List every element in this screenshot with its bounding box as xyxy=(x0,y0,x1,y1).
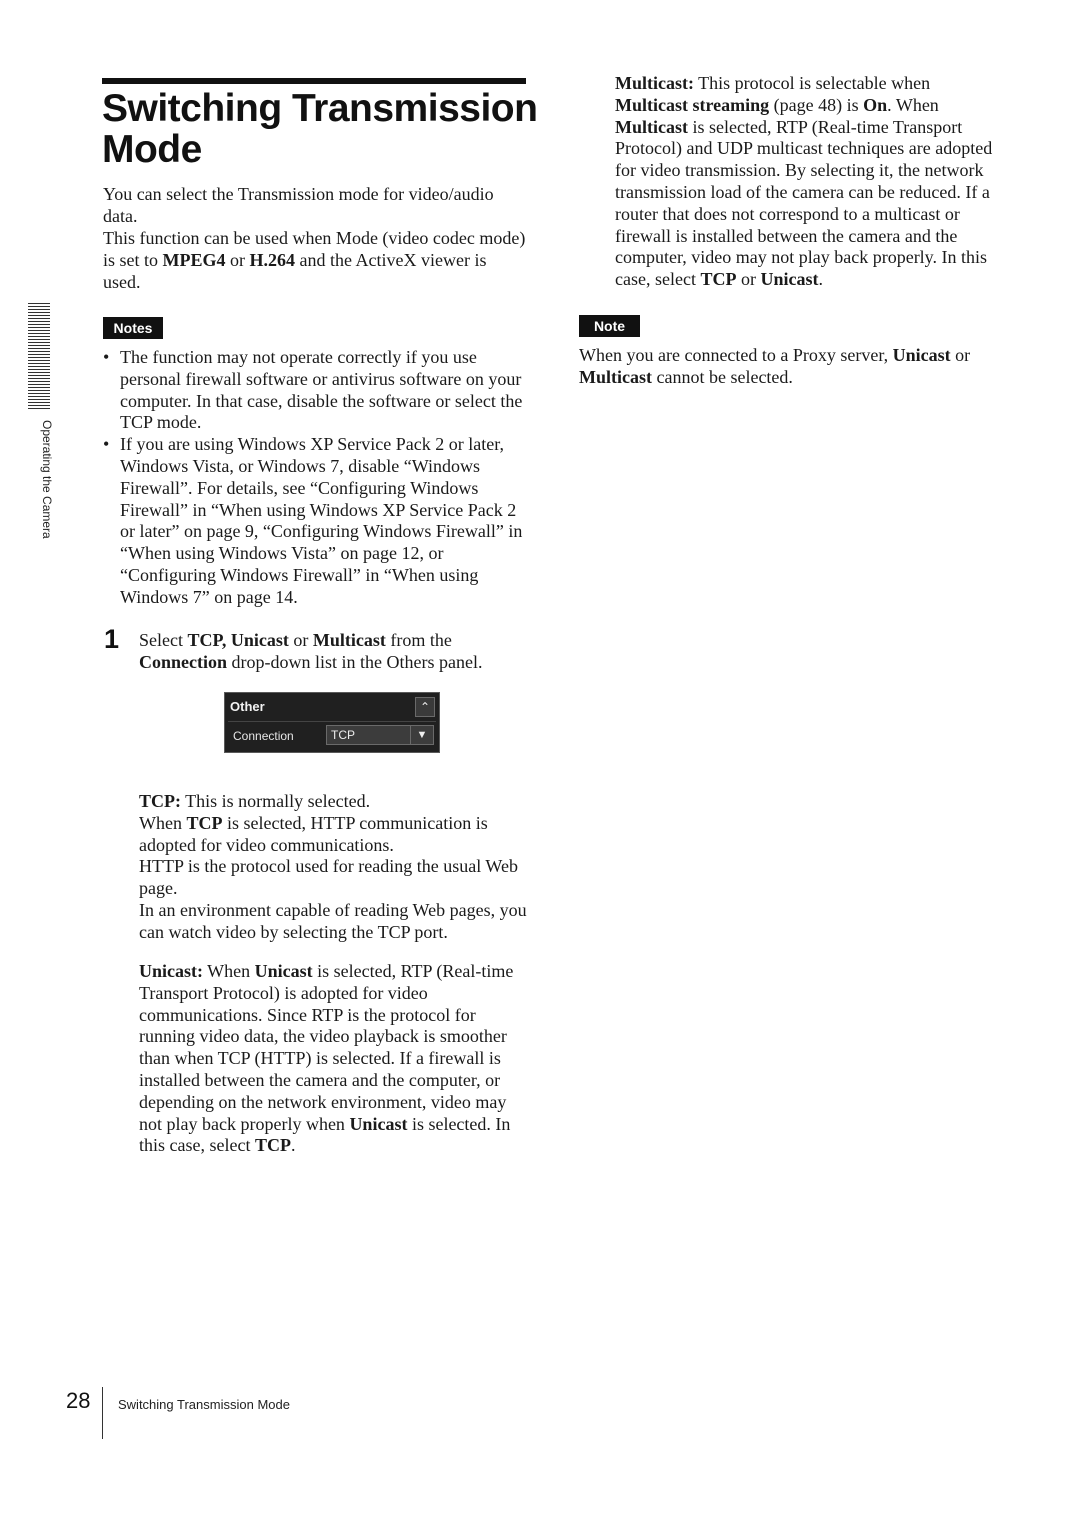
connection-selected-value: TCP xyxy=(331,728,355,742)
tcp-line-4: In an environment capable of reading Web pages, you can watch video by selecting the TCP port. xyxy=(139,899,527,942)
step-1-text: Select TCP, Unicast or Multicast from the Connection drop-down list in the Others panel. xyxy=(139,630,483,672)
dropdown-arrow-icon[interactable]: ▼ xyxy=(410,726,433,744)
unicast-description: Unicast: When Unicast is selected, RTP (Real-time Transport Protocol) is adopted for video communications. Since RTP is the protocol for running video data, the video playback is smoother than when TCP (HTTP) is selected. If a firewall is installed between the camera and the computer, or depending on the network environment, video may not play back properly when Unicast is selected. In this case, select TCP. xyxy=(139,961,514,1156)
intro-paragraph-2: This function can be used when Mode (video codec mode) is set to MPEG4 or H.264 and the ActiveX viewer is used. xyxy=(103,228,526,292)
note-text: When you are connected to a Proxy server, Unicast or Multicast cannot be selected. xyxy=(579,345,971,387)
collapse-icon[interactable]: ⌃ xyxy=(415,697,435,717)
footer-divider xyxy=(102,1387,103,1439)
page-number: 28 xyxy=(66,1388,91,1413)
notes-list xyxy=(103,347,528,609)
other-panel xyxy=(224,692,440,753)
note-badge: Note xyxy=(579,315,640,337)
sidebar-label: Operating the Camera xyxy=(40,420,54,539)
step-number: 1 xyxy=(104,624,120,654)
multicast-description: Multicast: This protocol is selectable when Multicast streaming (page 48) is On. When Multicast is selected, RTP (Real-time Transport Protocol) and UDP multicast techniques are adopted for video transmission. By selecting it, the network transmission load of the camera can be reduced. If a router that does not correspond to a multicast or firewall is installed between the camera and the computer, video may not play back properly. In this case, select TCP or Unicast. xyxy=(615,73,993,290)
notes-badge: Notes xyxy=(103,317,163,339)
note-item-2: • If you are using Windows XP Service Pack 2 or later, Windows Vista, or Windows 7, disable “Windows Firewall”. For details, see “Configuring Windows Firewall” in “When using Windows XP Service Pack 2 or later” on page 9, “Configuring Windows Firewall” in “When using Windows Vista” on page 12, or “Configuring Windows Firewall” in “When using Windows 7” on page 14. xyxy=(103,434,528,608)
footer-title: Switching Transmission Mode xyxy=(118,1397,290,1412)
tcp-line-3: HTTP is the protocol used for reading the usual Web page. xyxy=(139,856,518,899)
tcp-line-1: TCP: This is normally selected. xyxy=(139,791,371,811)
connection-label: Connection xyxy=(233,729,294,743)
connection-select[interactable] xyxy=(326,725,434,745)
page-title: Switching Transmission Mode xyxy=(102,87,538,171)
panel-divider xyxy=(228,721,436,722)
note-item-1: • The function may not operate correctly if you use personal firewall software or antivirus software on your computer. In that case, disable the software or select the TCP mode. xyxy=(103,347,528,434)
sidebar-stripes xyxy=(28,303,50,409)
panel-title: Other xyxy=(230,699,265,714)
tcp-line-2: When TCP is selected, HTTP communication is adopted for video communications. xyxy=(139,812,488,855)
title-rule xyxy=(102,78,526,84)
intro-paragraph-1: You can select the Transmission mode for video/audio data. xyxy=(103,184,494,226)
tcp-description xyxy=(139,791,529,944)
